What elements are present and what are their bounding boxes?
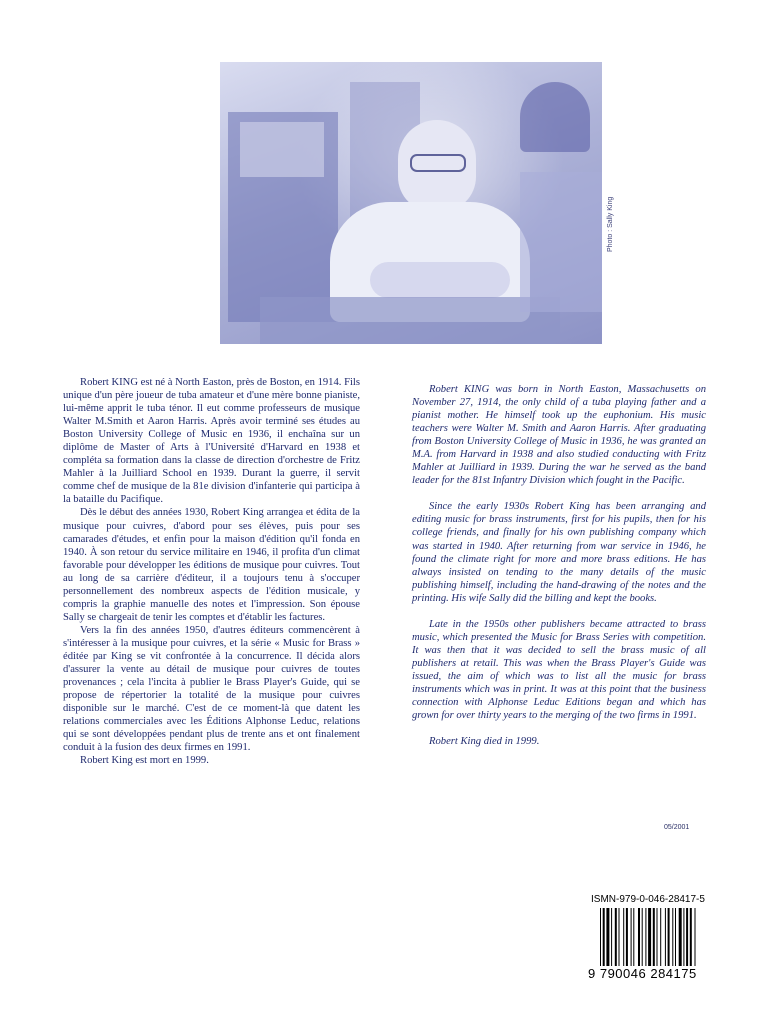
english-paragraph-3: Late in the 1950s other publishers became attracted to brass music, which presented the Music for Brass Series with competition. It was then that it was decided to sell the brass music of all publishers at retail. This was when the Brass Player's Guide was issued, the aim of which was to list all the music for brass instruments which was in print. It was at this point that the business connection with Alphonse Leduc Editions began and which has grown for over thirty years to the merging of the two firms in 1991. <box>412 618 706 722</box>
english-paragraph-4: Robert King died in 1999. <box>429 736 540 748</box>
edition-date: 05/2001 <box>664 824 690 831</box>
ismn-label: ISMN-979-0-046-28417-5 <box>591 894 705 905</box>
barcode-bars <box>600 908 716 966</box>
english-column <box>412 383 706 761</box>
french-paragraph-4: Robert King est mort en 1999. <box>80 755 209 767</box>
barcode-digits: 9 790046 284175 <box>588 966 697 981</box>
french-paragraph-2: Dès le début des années 1930, Robert King arrangea et édita de la musique pour cuivres, d'abord pour ses élèves, puis pour ses camarades d'études, et enfin pour la maison d'édition qu'il fonda en 1940. À son retour du service militaire en 1946, il profita d'un climat favorable pour développer les éditions de musique pour cuivres. Tout au long de sa carrière d'éditeur, il a toujours tenu à s'occuper personnellement des nombreux aspects de l'édition musicale, y compris la graphie manuelle des notes et l'impression. Son épouse Sally se chargeait de tenir les comptes et d'établir les factures. <box>63 507 360 623</box>
barcode <box>588 887 720 987</box>
english-paragraph-1: Robert KING was born in North Easton, Massachusetts on November 27, 1914, the only child of a tuba playing father and a pianist mother. He himself took up the euphonium. His music teachers were Walter M. Smith and Aaron Harris. After graduating from Boston University College of Music in 1936, he was granted an M.A. from Harvard in 1938 and also studied conducting with Fritz Mahler at Juilliard in 1939. During the war he served as the band leader for the 81st Infantry Division which fought in the Pacific. <box>412 384 706 487</box>
english-paragraph-2: Since the early 1930s Robert King has been arranging and editing music for brass instruments, first for his pupils, then for his college friends, and finally for his own publishing company which was started in 1940. After returning from war service in 1946, he found the climate right for more and more brass editions. He has always insisted on tending to the many details of the music publishing himself, including the hand-drawing of the notes and the printing. His wife Sally did the billing and kept the books. <box>412 501 706 604</box>
french-paragraph-3: Vers la fin des années 1950, d'autres éditeurs commencèrent à s'intéresser à la musique pour cuivres, et la série « Music for Brass » éditée par King se vit confrontée à la concurrence. Il décida alors d'assurer la vente au détail de musique pour cuivres de toutes provenances ; cela l'incita à publier le Brass Player's Guide, qui se propose de répertorier la totalité de la musique pour cuivres disponible sur le marché. C'est de ce moment-là que datent les relations commerciales avec les Éditions Alphonse Leduc, relations qui se sont développées pendant plus de trente ans et ont finalement conduit à la fusion des deux firmes en 1991. <box>63 624 360 754</box>
french-paragraph-1: Robert KING est né à North Easton, près de Boston, en 1914. Fils unique d'un père joueur de tuba amateur et d'une mère bonne pianiste, lui-même apprit le tuba ténor. Il eut comme professeurs de musique Walter M.Smith et Aaron Harris. Après avoir terminé ses études au Boston University College of Music en 1936, il enchaîna sur un diplôme de Master of Arts à l'Université d'Harvard en 1938 et compléta sa formation dans la classe de direction d'orchestre de Fritz Mahler à la Juilliard School en 1939. Durant la guerre, il servit comme chef de musique de la 81e division d'infanterie qui participa à la bataille du Pacifique. <box>63 377 360 506</box>
portrait-photo <box>220 62 602 344</box>
photo-credit: Photo : Sally King <box>607 196 614 252</box>
french-column <box>63 376 360 767</box>
